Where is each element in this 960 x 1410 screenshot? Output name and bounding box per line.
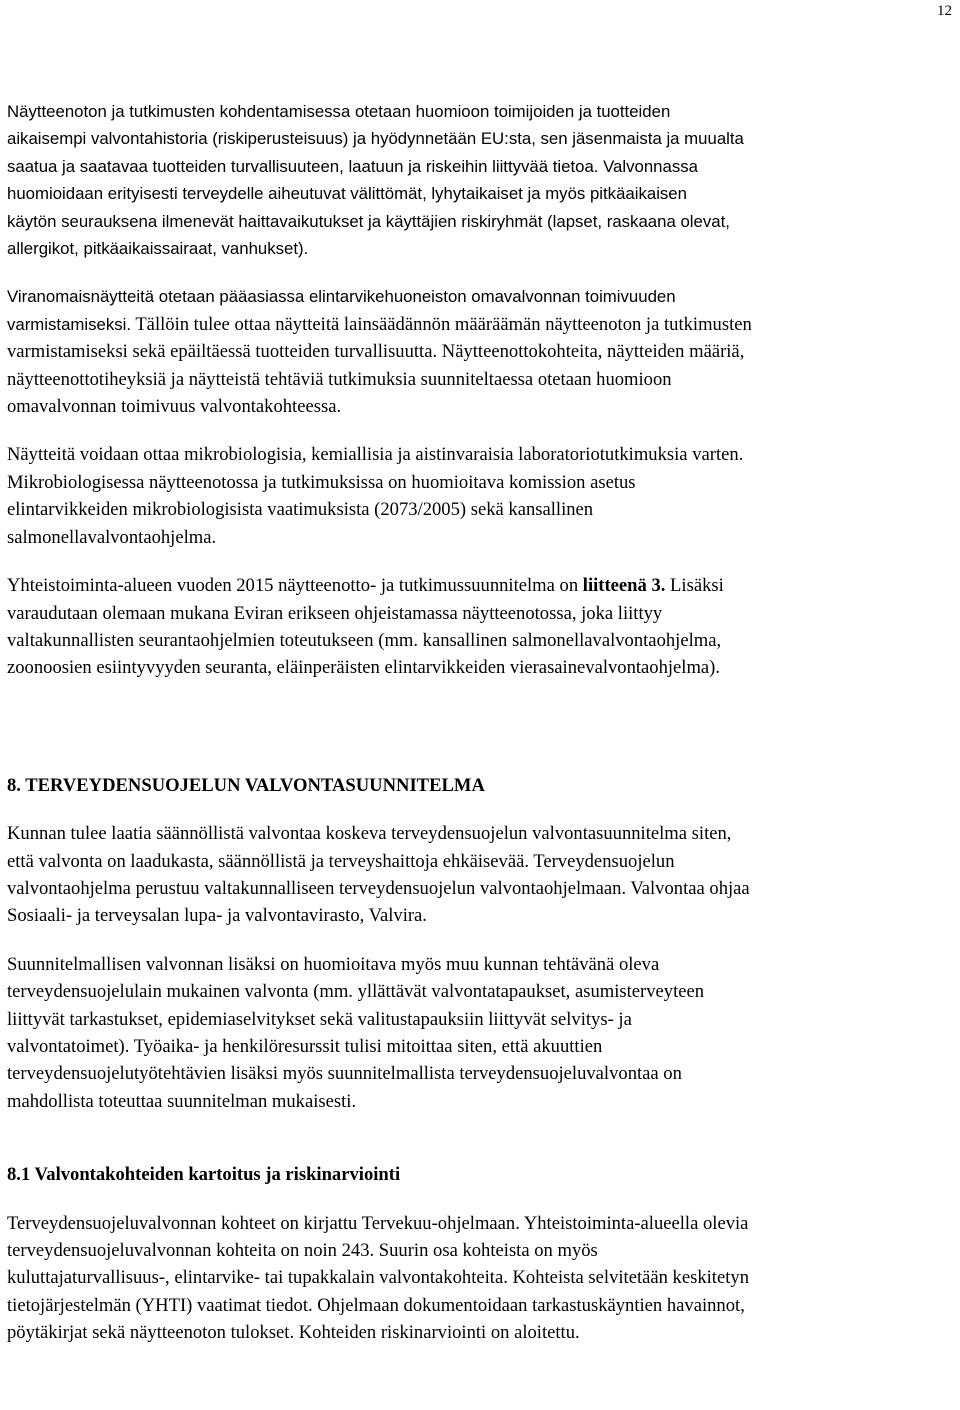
text-span: Yhteistoiminta-alueen vuoden 2015 näytteenotto- ja tutkimussuunnitelma on	[7, 575, 583, 597]
text-line: Näytteitä voidaan ottaa mikrobiologisia, kemiallisia ja aistinvaraisia laboratoriotutkimuksia varten.	[7, 444, 744, 466]
text-line	[7, 338, 957, 365]
text-line: Suunnitelmallisen valvonnan lisäksi on huomioitava myös muu kunnan tehtävänä oleva	[7, 953, 660, 975]
text-line	[7, 572, 957, 599]
appendix-reference: liitteenä 3.	[582, 575, 666, 597]
text-line: kuluttajaturvallisuus-, elintarvike- tai tupakkalain valvontakohteita. Kohteista selvitetään keskitetyn	[7, 1267, 749, 1289]
text-line: terveydensuojeluvalvonnan kohteita on noin 243. Suurin osa kohteista on myös	[7, 1240, 598, 1261]
document-body	[7, 98, 957, 1347]
section-heading-8: 8. TERVEYDENSUOJELUN VALVONTASUUNNITELMA	[7, 774, 485, 796]
text-line: valtakunnallisten seurantaohjelmien toteutukseen (mm. kansallinen salmonellavalvontaohjelma,	[7, 629, 722, 651]
paragraph-authority-samples	[7, 283, 957, 420]
text-line: salmonellavalvontaohjelma.	[7, 526, 217, 548]
paragraph-sampling-plan	[7, 572, 957, 682]
text-line: huomioidaan erityisesti terveydelle aiheutuvat välittömät, lyhytaikaiset ja myös pitkäaikaisen	[7, 184, 687, 204]
section-heading-8-1: 8.1 Valvontakohteiden kartoitus ja riskinarviointi	[7, 1164, 401, 1186]
text-line: tietojärjestelmän (YHTI) vaatimat tiedot. Ohjelmaan dokumentoidaan tarkastuskäyntien havainnot,	[7, 1294, 745, 1316]
text-line: elintarvikkeiden mikrobiologisista vaatimuksista (2073/2005) sekä kansallinen	[7, 499, 594, 521]
text-span: saatua ja saatavaa tuotteiden turvallisuuteen, laatuun ja riskeihin liittyvää tietoa.	[7, 156, 599, 176]
text-line: mahdollista toteuttaa suunnitelman mukaisesti.	[7, 1090, 357, 1112]
text-line: liittyvät tarkastukset, epidemiaselvitykset sekä valitustapauksiin liittyvät selvitys- ja	[7, 1008, 632, 1030]
text-line: allergikot, pitkäaikaissairaat, vanhukset).	[7, 239, 309, 259]
text-line: Terveydensuojeluvalvonnan kohteet on kirjattu Tervekuu-ohjelmaan. Yhteistoiminta-alueella olevia	[7, 1212, 749, 1234]
text-span: Näytteenottokohteita, näytteiden määriä,	[437, 341, 745, 363]
page-number: 12	[937, 3, 952, 19]
text-line: aikaisempi valvontahistoria (riskiperusteisuus) ja hyödynnetään EU:sta, sen jäsenmaista ja muualta	[7, 129, 744, 149]
text-span: Lisäksi	[665, 575, 724, 597]
text-line: että valvonta on laadukasta, säännöllistä ja terveyshaittoja ehkäisevää. Terveydensuojelun	[7, 850, 675, 872]
text-line: zoonoosien esiintyvyyden seuranta, eläinperäisten elintarvikkeiden vierasainevalvontaohjelma).	[7, 657, 721, 679]
text-line: käytön seurauksena ilmenevät haittavaikutukset ja käyttäjien riskiryhmät (lapset, raskaana olevat,	[7, 211, 730, 231]
text-line: Viranomaisnäytteitä otetaan pääasiassa elintarvikehuoneiston omavalvonnan toimivuuden	[7, 287, 676, 307]
paragraph-health-protection-plan	[7, 820, 957, 930]
text-span: varmistamiseksi.	[7, 314, 132, 334]
text-line	[7, 153, 957, 180]
paragraph-planned-supervision	[7, 951, 957, 1115]
text-line: pöytäkirjat sekä näytteenoton tulokset. Kohteiden riskinarviointi on aloitettu.	[7, 1322, 580, 1344]
text-line: terveydensuojelutyötehtävien lisäksi myös suunnitelmallista terveydensuojeluvalvontaa on	[7, 1063, 682, 1085]
text-line: varaudutaan olemaan mukana Eviran erikseen ohjeistamassa näytteenotossa, joka liittyy	[7, 602, 663, 624]
text-line: valvontaohjelma perustuu valtakunnalliseen terveydensuojelun valvontaohjelmaan. Valvontaa ohjaa	[7, 877, 750, 899]
text-line: omavalvonnan toimivuus valvontakohteessa.	[7, 396, 342, 418]
paragraph-sampling-targeting	[7, 98, 957, 262]
text-line: Kunnan tulee laatia säännöllistä valvontaa koskeva terveydensuojelun valvontasuunnitelma siten,	[7, 823, 732, 845]
text-line: terveydensuojelulain mukainen valvonta (mm. yllättävät valvontatapaukset, asumisterveyteen	[7, 981, 705, 1003]
text-span: Tällöin tulee ottaa näytteitä lainsäädännön määräämän näytteenoton ja tutkimusten	[131, 313, 752, 335]
text-line: Sosiaali- ja terveysalan lupa- ja valvontavirasto, Valvira.	[7, 905, 427, 927]
text-line	[7, 311, 957, 338]
text-line: näytteenottotiheyksiä ja näytteistä tehtäviä tutkimuksia suunniteltaessa otetaan huomioon	[7, 368, 672, 390]
paragraph-site-mapping	[7, 1210, 957, 1347]
text-span: varmistamiseksi sekä epäiltäessä tuotteiden turvallisuutta.	[7, 341, 438, 363]
text-line: Mikrobiologisessa näytteenotossa ja tutkimuksissa on huomioitava komission asetus	[7, 471, 636, 493]
paragraph-laboratory-tests	[7, 441, 957, 551]
text-line: Näytteenoton ja tutkimusten kohdentamisessa otetaan huomioon toimijoiden ja tuotteiden	[7, 102, 671, 121]
text-line: valvontatoimet). Työaika- ja henkilöresurssit tulisi mitoittaa siten, että akuuttien	[7, 1035, 603, 1057]
text-span: Valvonnassa	[598, 156, 698, 176]
